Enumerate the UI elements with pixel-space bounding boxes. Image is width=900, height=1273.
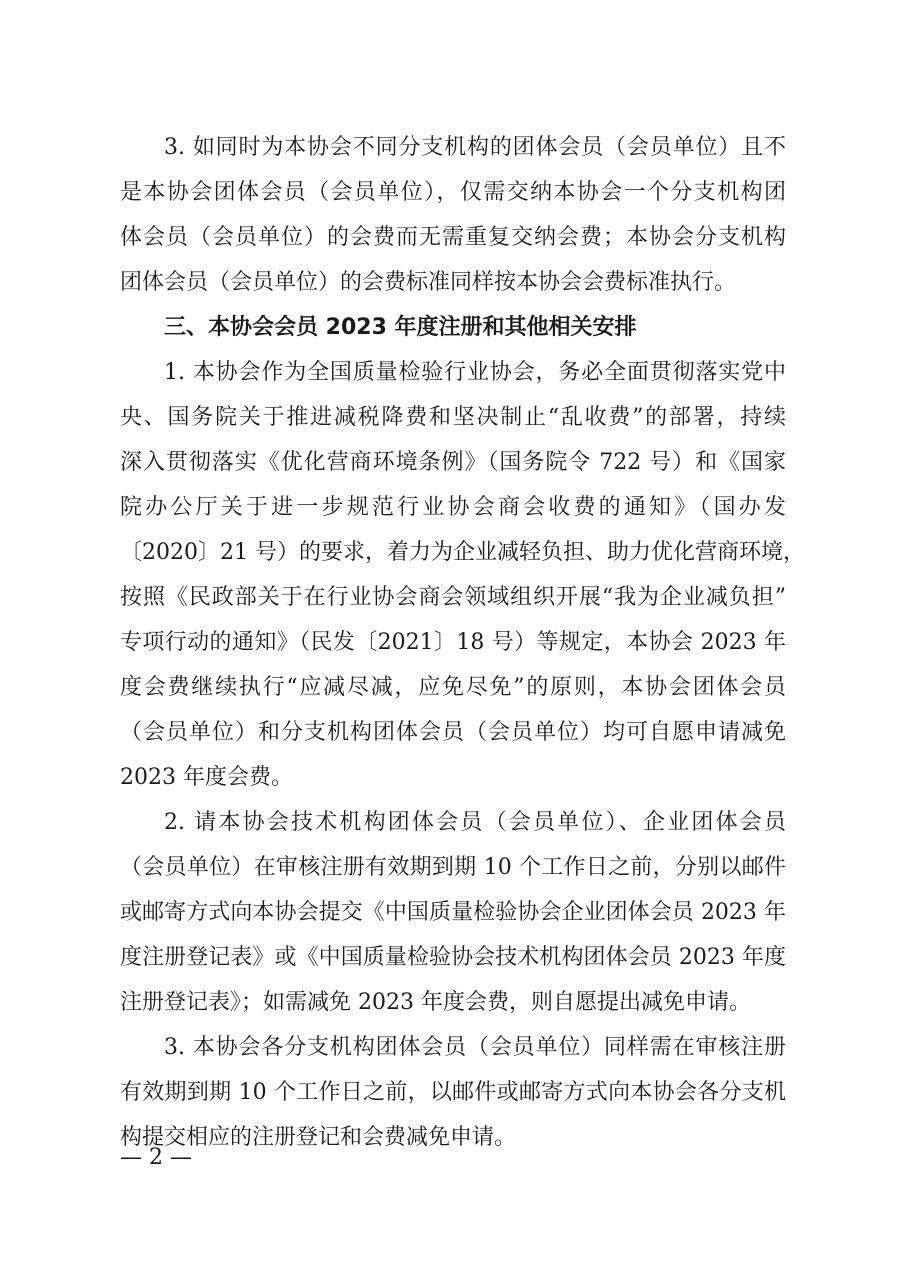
paragraph-3-line-2: （会员单位）在审核注册有效期到期 10 个工作日之前，分别以邮件 (120, 855, 786, 880)
paragraph-2-line-5: 〔2020〕21 号）的要求，着力为企业减轻负担、助力优化营商环境， (120, 540, 805, 565)
paragraph-2-line-9: （会员单位）和分支机构团体会员（会员单位）均可自愿申请减免 (120, 720, 786, 745)
paragraph-2-line-1: 1. 本协会作为全国质量检验行业协会，务必全面贯彻落实党中 (164, 360, 786, 385)
paragraph-2-line-7: 专项行动的通知》（民发〔2021〕18 号）等规定，本协会 2023 年 (120, 630, 786, 655)
paragraph-3-line-4: 度注册登记表》或《中国质量检验协会技术机构团体会员 2023 年度 (120, 945, 786, 970)
paragraph-1-line-2: 是本协会团体会员（会员单位），仅需交纳本协会一个分支机构团 (120, 180, 786, 205)
paragraph-2-line-3: 深入贯彻落实《优化营商环境条例》（国务院令 722 号）和《国家 (120, 450, 786, 475)
paragraph-2-line-8: 度会费继续执行“应减尽减，应免尽免”的原则，本协会团体会员 (120, 675, 786, 700)
paragraph-4-line-1: 3. 本协会各分支机构团体会员（会员单位）同样需在审核注册 (164, 1035, 786, 1060)
paragraph-3-line-3: 或邮寄方式向本协会提交《中国质量检验协会企业团体会员 2023 年 (120, 900, 786, 925)
paragraph-2-line-4: 院办公厅关于进一步规范行业协会商会收费的通知》（国办发 (120, 495, 786, 520)
page-number: — 2 — (120, 1145, 192, 1170)
paragraph-3-line-5: 注册登记表》；如需减免 2023 年度会费，则自愿提出减免申请。 (120, 990, 751, 1015)
paragraph-2-line-10: 2023 年度会费。 (120, 765, 293, 790)
paragraph-1-line-4: 团体会员（会员单位）的会费标准同样按本协会会费标准执行。 (120, 270, 737, 295)
paragraph-1-line-3: 体会员（会员单位）的会费而无需重复交纳会费；本协会分支机构 (120, 225, 786, 250)
paragraph-4-line-2: 有效期到期 10 个工作日之前，以邮件或邮寄方式向本协会各分支机 (120, 1080, 786, 1105)
paragraph-2-line-6: 按照《民政部关于在行业协会商会领域组织开展“我为企业减负担” (120, 585, 786, 610)
paragraph-4-line-3: 构提交相应的注册登记和会费减免申请。 (120, 1125, 517, 1150)
section-heading: 三、本协会会员 2023 年度注册和其他相关安排 (164, 315, 637, 340)
paragraph-1-line-1: 3. 如同时为本协会不同分支机构的团体会员（会员单位）且不 (164, 135, 786, 160)
paragraph-2-line-2: 央、国务院关于推进减税降费和坚决制止“乱收费”的部署，持续 (120, 405, 786, 430)
paragraph-3-line-1: 2. 请本协会技术机构团体会员（会员单位）、企业团体会员 (164, 810, 786, 835)
